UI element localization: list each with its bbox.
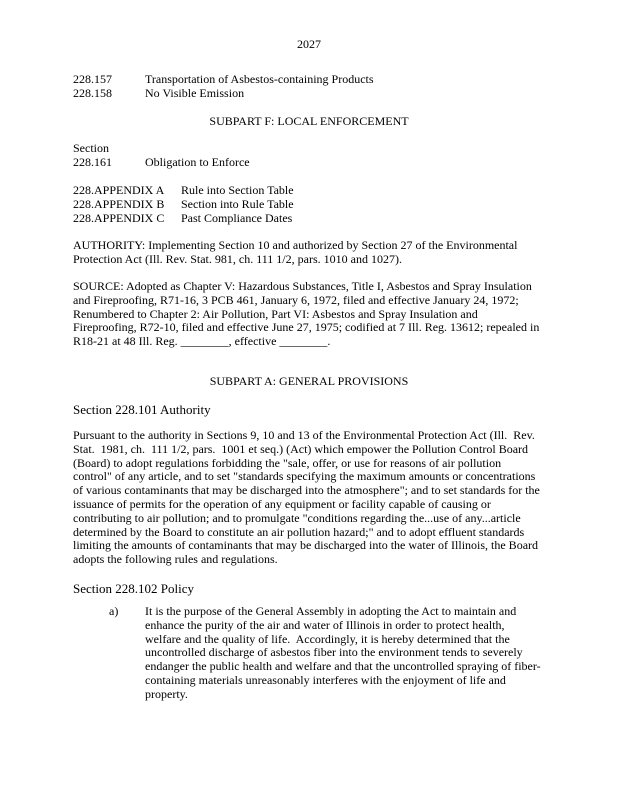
toc-entry bbox=[73, 73, 374, 87]
section-label: Section bbox=[73, 141, 109, 155]
text-line: control" of any article, and to set "standards specifying the maximum amounts or concentrations bbox=[73, 469, 536, 484]
text-line: Renumbered to Chapter 2: Air Pollution, Part VI: Asbestos and Spray Insulation and bbox=[73, 306, 478, 321]
appendix-list bbox=[73, 184, 294, 225]
subpart-f-heading: SUBPART F: LOCAL ENFORCEMENT bbox=[209, 114, 409, 128]
section-228-101-body bbox=[73, 429, 540, 567]
section-number: 228.157 bbox=[73, 72, 112, 86]
text-line: Protection Act (Ill. Rev. Stat. 981, ch. 111 1/2, pars. 1010 and 1027). bbox=[73, 251, 402, 266]
section-228-102-body bbox=[145, 605, 541, 702]
appendix-title: Section into Rule Table bbox=[181, 196, 294, 211]
text-line: property. bbox=[145, 686, 188, 701]
appendix-title: Rule into Section Table bbox=[181, 183, 294, 197]
section-number: 228.158 bbox=[73, 85, 112, 100]
text-line: containing materials unreasonably interferes with the enjoyment of life and bbox=[145, 672, 506, 687]
text-line: contributing to air pollution; and to promulgate "conditions regarding the...use of any...article bbox=[73, 510, 521, 525]
text-line: Stat. 1981, ch. 111 1/2, pars. 1001 et seq.) (Act) which empower the Pollution Control Board bbox=[73, 441, 529, 456]
toc-entry bbox=[73, 156, 250, 170]
section-228-102-heading: Section 228.102 Policy bbox=[73, 581, 194, 596]
section-title: Obligation to Enforce bbox=[145, 154, 250, 169]
appendix-title: Past Compliance Dates bbox=[181, 210, 293, 225]
toc-top bbox=[73, 73, 374, 101]
text-line: determined by the Board to constitute an air pollution hazard;" and to adopt effluent standards bbox=[73, 524, 525, 539]
appendix-number: 228.APPENDIX A bbox=[73, 183, 165, 197]
authority-note bbox=[73, 239, 517, 267]
text-line: uncontrolled discharge of asbestos fiber into the environment tends to severely bbox=[145, 645, 523, 660]
text-line: R18-21 at 48 Ill. Reg. ________, effective ________. bbox=[73, 334, 331, 349]
text-line: (Board) to adopt regulations forbidding the "sale, offer, or use for reasons of air pollution bbox=[73, 455, 502, 470]
source-note bbox=[73, 280, 539, 349]
text-line: and Fireproofing, R71-16, 3 PCB 461, January 6, 1972, filed and effective January 24, 1972; bbox=[73, 292, 519, 307]
section-title: No Visible Emission bbox=[145, 85, 245, 100]
appendix-entry bbox=[73, 212, 294, 226]
appendix-number: 228.APPENDIX B bbox=[73, 196, 165, 211]
text-line: limiting the amounts of contaminants that may be discharged into the water of Illinois, the Board bbox=[73, 538, 539, 553]
text-line: enhance the purity of the air and water of Illinois in order to protect health, bbox=[145, 617, 505, 632]
text-line: adopts the following rules and regulations. bbox=[73, 552, 278, 567]
text-line: of various contaminants that may be discharged into the atmosphere"; and to set standards for the bbox=[73, 483, 540, 498]
text-line: issuance of permits for the operation of any equipment or facility capable of causing or bbox=[73, 496, 491, 511]
appendix-number: 228.APPENDIX C bbox=[73, 210, 165, 225]
section-number: 228.161 bbox=[73, 154, 112, 169]
toc-subpart-f bbox=[73, 142, 250, 170]
section-228-101-heading: Section 228.101 Authority bbox=[73, 402, 211, 417]
text-line: endanger the public health and welfare and that the uncontrolled spraying of fiber- bbox=[145, 659, 541, 674]
page-number: 2027 bbox=[297, 37, 321, 51]
text-line: Fireproofing, R72-10, filed and effective June 27, 1975; codified at 7 Ill. Reg. 13612; repealed in bbox=[73, 320, 540, 335]
toc-entry bbox=[73, 87, 374, 101]
text-line: SOURCE: Adopted as Chapter V: Hazardous Substances, Title I, Asbestos and Spray Insulation bbox=[73, 279, 532, 293]
item-label: a) bbox=[109, 604, 119, 618]
appendix-entry bbox=[73, 184, 294, 198]
appendix-entry bbox=[73, 198, 294, 212]
section-title: Transportation of Asbestos-containing Products bbox=[145, 72, 374, 86]
subpart-a-heading: SUBPART A: GENERAL PROVISIONS bbox=[209, 374, 409, 388]
text-line: It is the purpose of the General Assembly in adopting the Act to maintain and bbox=[145, 604, 517, 618]
text-line: Pursuant to the authority in Sections 9, 10 and 13 of the Environmental Protection Act (Ill. Rev. bbox=[73, 428, 535, 442]
text-line: AUTHORITY: Implementing Section 10 and authorized by Section 27 of the Environmental bbox=[73, 238, 518, 252]
text-line: welfare and the quality of life. Accordingly, it is hereby determined that the bbox=[145, 631, 510, 646]
